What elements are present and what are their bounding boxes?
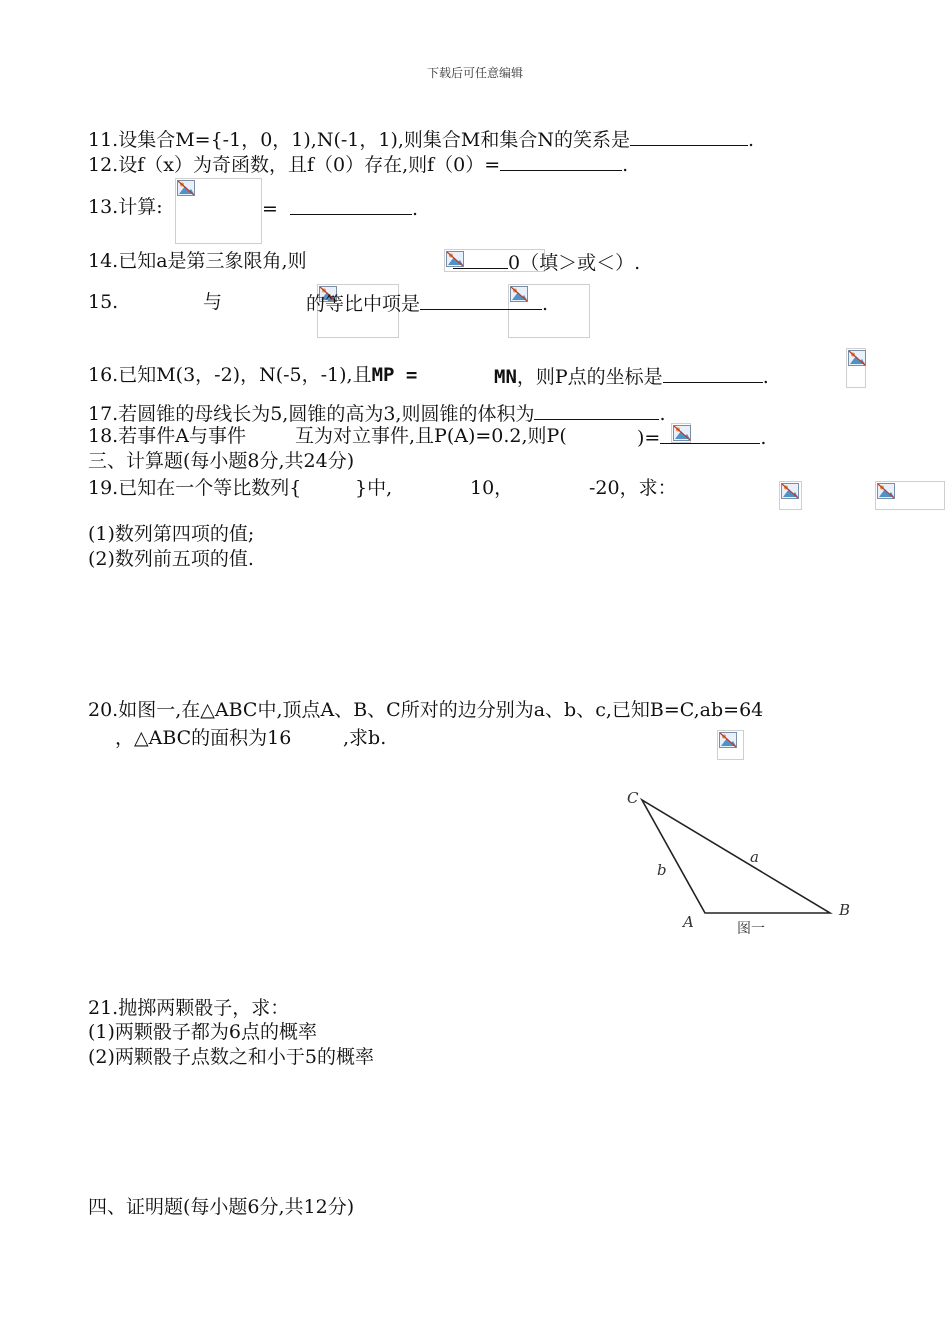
- question-12-text: 12.设f（x）为奇函数，且f（0）存在,则f（0）=: [88, 154, 501, 176]
- section-4-title: 四、证明题(每小题6分,共12分): [88, 1196, 355, 1218]
- answer-blank: [290, 196, 412, 215]
- question-12: 12.设f（x）为奇函数，且f（0）存在,则f（0）= .: [88, 154, 629, 176]
- question-11-text: 11.设集合M={-1，0，1),N(-1，1),则集合M和集合N的笑系是: [88, 129, 630, 151]
- question-17: 17.若圆锥的母线长为5,圆锥的高为3,则圆锥的体积为 .: [88, 403, 666, 425]
- broken-image-icon: [177, 180, 195, 196]
- formula-image: [175, 178, 262, 244]
- broken-image-icon: [719, 732, 737, 748]
- question-18-rest: )= .: [637, 427, 767, 449]
- question-16-rest: MN，则P点的坐标是 .: [494, 366, 769, 388]
- question-14-text: 14.已知a是第三象限角,则: [88, 250, 307, 272]
- section-3-title: 三、计算题(每小题8分,共24分): [88, 450, 355, 472]
- answer-blank: [630, 127, 748, 146]
- broken-image-icon: [781, 483, 799, 499]
- question-18-mid: 互为对立事件,且P(A)=0.2,则P(: [295, 425, 567, 447]
- formula-image: [875, 481, 945, 510]
- question-21-part-2: (2)两颗骰子点数之和小于5的概率: [88, 1046, 375, 1068]
- formula-image: [779, 481, 802, 510]
- formula-image: [846, 348, 866, 388]
- question-20-end: ,求b.: [343, 727, 387, 749]
- question-14-rest: 0（填＞或＜）.: [453, 250, 640, 274]
- answer-blank: [660, 425, 760, 444]
- question-18: 18.若事件A与事件: [88, 425, 246, 447]
- broken-image-icon: [848, 350, 866, 366]
- question-19-part-2: (2)数列前五项的值.: [88, 548, 254, 570]
- figure-caption: 图一: [737, 921, 765, 937]
- question-19-part-1: (1)数列第四项的值;: [88, 523, 255, 545]
- side-label-a: a: [750, 848, 759, 866]
- question-19: 19.已知在一个等比数列{: [88, 477, 302, 499]
- question-20-mid: ，△ABC的面积为16: [115, 727, 292, 749]
- triangle-figure: [615, 785, 860, 945]
- question-21: 21.抛掷两颗骰子，求：: [88, 997, 290, 1019]
- question-13-text: 13.计算:: [88, 196, 163, 218]
- vertex-label-c: C: [627, 789, 639, 807]
- answer-blank: [534, 401, 659, 420]
- formula-image: [717, 730, 744, 760]
- answer-blank: [500, 152, 622, 171]
- side-label-b: b: [657, 861, 667, 879]
- answer-blank: [663, 364, 763, 383]
- broken-image-icon: [877, 483, 895, 499]
- triangle-abc: [642, 800, 830, 913]
- question-13: [88, 196, 163, 218]
- question-19-val1: 10，: [470, 477, 514, 499]
- question-13-rest: = .: [262, 198, 419, 220]
- answer-blank: [420, 291, 542, 310]
- question-11: 11.设集合M={-1，0，1),N(-1，1),则集合M和集合N的笑系是 .: [88, 129, 755, 151]
- page-header: 下载后可任意编辑: [426, 66, 523, 80]
- question-15-rest: 的等比中项是 .: [306, 293, 549, 315]
- question-19-mid: }中,: [355, 477, 393, 499]
- question-16: 16.已知M(3，-2)，N(-5，-1),且MP =: [88, 364, 418, 386]
- question-21-part-1: (1)两颗骰子都为6点的概率: [88, 1021, 318, 1043]
- vertex-label-b: B: [839, 901, 851, 919]
- vector-mp: MP =: [371, 364, 418, 386]
- question-15-mid: 与: [203, 291, 223, 313]
- vertex-label-a: A: [683, 913, 694, 931]
- question-20: 20.如图一,在△ABC中,顶点A、B、C所对的边分别为a、b、c,已知B=C,ab=64: [88, 699, 764, 721]
- question-14: [88, 250, 307, 272]
- answer-blank: [453, 250, 508, 269]
- vector-mn: MN: [494, 366, 517, 388]
- question-19-val2: -20，求：: [589, 477, 677, 499]
- question-15: 15.: [88, 291, 119, 313]
